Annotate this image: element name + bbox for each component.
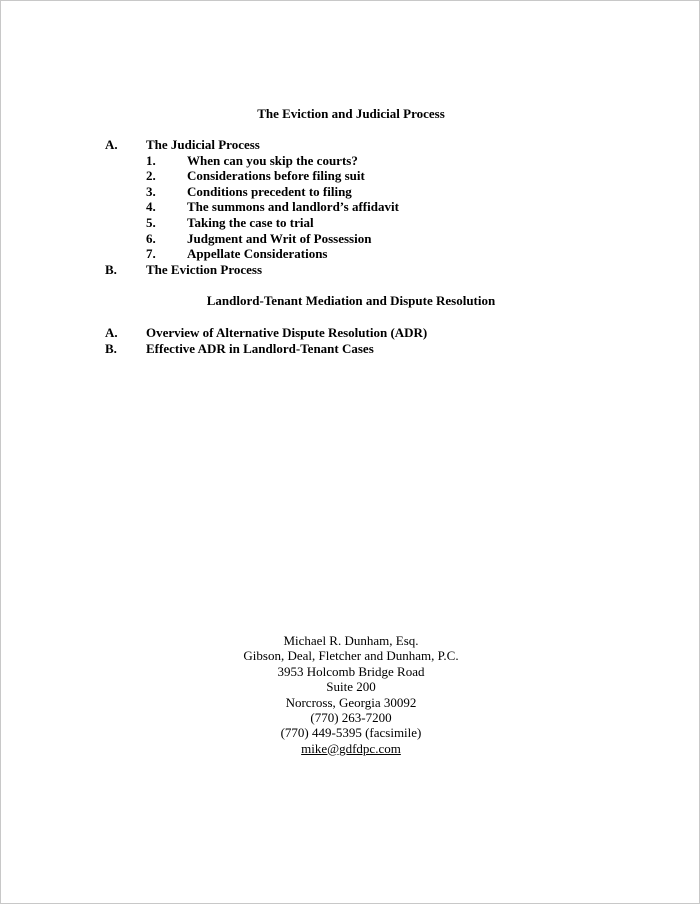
sub-label: The summons and landlord’s affidavit <box>187 199 399 215</box>
contact-email-link[interactable]: mike@gdfdpc.com <box>301 740 401 756</box>
contact-block <box>1 633 700 756</box>
outline-label: The Judicial Process <box>146 137 260 152</box>
contact-phone: (770) 263-7200 <box>310 709 392 725</box>
sub-item-1 <box>1 153 700 169</box>
contact-firm: Gibson, Deal, Fletcher and Dunham, P.C. <box>243 648 459 664</box>
section2-item-a <box>1 325 700 341</box>
outline-label: The Eviction Process <box>146 261 263 277</box>
sub-number: 5. <box>146 215 156 230</box>
contact-street: 3953 Holcomb Bridge Road <box>277 663 425 679</box>
outline-item-b <box>1 262 700 278</box>
sub-label: Taking the case to trial <box>187 215 314 230</box>
sub-item-4 <box>1 199 700 215</box>
sub-item-7 <box>1 246 700 262</box>
contact-city: Norcross, Georgia 30092 <box>285 694 417 710</box>
contact-name: Michael R. Dunham, Esq. <box>283 633 419 648</box>
sub-item-5 <box>1 215 700 231</box>
sub-label: Judgment and Writ of Possession <box>187 230 372 246</box>
sub-label: Conditions precedent to filing <box>187 183 352 199</box>
sub-label: Appellate Considerations <box>187 246 328 262</box>
outline-item-a <box>1 137 700 153</box>
section2-item-b <box>1 341 700 357</box>
section1-title: The Eviction and Judicial Process <box>257 106 445 121</box>
sub-label: When can you skip the courts? <box>187 152 358 168</box>
outline-letter: B. <box>105 261 117 277</box>
sub-label: Considerations before filing suit <box>187 168 365 184</box>
sub-number: 2. <box>146 168 156 184</box>
sub-number: 4. <box>146 199 156 215</box>
sub-item-6 <box>1 231 700 247</box>
sub-item-2 <box>1 168 700 184</box>
sub-item-3 <box>1 184 700 200</box>
contact-suite: Suite 200 <box>326 679 376 695</box>
outline-letter: B. <box>105 340 117 356</box>
outline-label: Overview of Alternative Dispute Resolution (ADR) <box>146 324 428 340</box>
outline-letter: A. <box>105 137 118 152</box>
contact-fax: (770) 449-5395 (facsimile) <box>280 725 422 741</box>
sub-number: 1. <box>146 152 156 168</box>
outline-letter: A. <box>105 324 118 340</box>
section2-title: Landlord-Tenant Mediation and Dispute Resolution <box>206 293 496 308</box>
sub-number: 7. <box>146 246 156 262</box>
outline-label: Effective ADR in Landlord-Tenant Cases <box>146 340 374 356</box>
sub-number: 3. <box>146 183 156 199</box>
sub-number: 6. <box>146 230 156 246</box>
